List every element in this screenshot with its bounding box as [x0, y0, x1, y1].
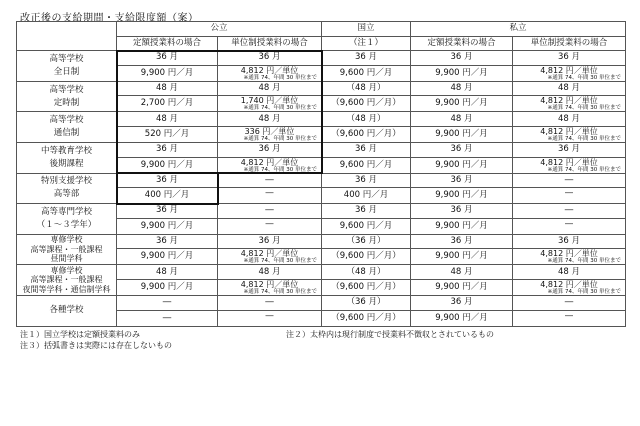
private-fixed-period: 36 月	[411, 173, 513, 188]
private-credit-amount	[513, 249, 626, 265]
school-type-course: 高等課程・一般課程	[30, 244, 103, 254]
school-type-name: 高等専門学校	[40, 206, 92, 217]
header-public-fixed: 定額授業料の場合	[117, 36, 218, 51]
public-credit-note	[218, 228, 321, 234]
public-credit-amount	[218, 188, 322, 204]
private-fixed-amount: 9,900 円／月	[411, 157, 513, 173]
table-row-period	[17, 295, 626, 310]
private-fixed-amount: 9,900 円／月	[411, 65, 513, 81]
private-credit-note: ※通算 74、年間 30 単位まで	[547, 166, 622, 173]
private-credit-rate: ―	[565, 188, 574, 198]
private-credit-amount	[513, 218, 626, 234]
header-public: 公立	[117, 22, 322, 37]
school-type-course: （１～３学年）	[36, 219, 97, 230]
school-type-course: 高等課程・一般課程	[30, 275, 103, 285]
public-fixed-period: 48 月	[117, 265, 218, 280]
private-credit-amount	[513, 188, 626, 204]
public-fixed-amount: 400 円／月	[117, 188, 218, 204]
private-fixed-amount: 9,900 円／月	[411, 218, 513, 234]
public-fixed-amount: ―	[117, 310, 218, 326]
national-period: 36 月	[322, 173, 411, 188]
public-fixed-amount: 9,900 円／月	[117, 279, 218, 295]
table-row-period	[17, 142, 626, 157]
national-amount: （9,600 円／月）	[322, 310, 411, 326]
public-credit-rate: 4,812 円／単位	[240, 249, 299, 259]
private-credit-note: ※通算 74、年間 30 単位まで	[547, 135, 622, 142]
public-credit-rate: ―	[265, 310, 274, 320]
national-period: （48 月）	[322, 112, 411, 127]
school-type-subcourse: 夜間等学科・通信制学科	[22, 284, 111, 294]
national-amount: 9,600 円／月	[322, 65, 411, 81]
private-credit-period: 48 月	[513, 112, 626, 127]
note-1: 注１）国立学校は定額授業料のみ	[20, 329, 140, 339]
public-fixed-period: 36 月	[117, 173, 218, 188]
public-fixed-amount: 9,900 円／月	[117, 65, 218, 81]
public-credit-amount	[218, 218, 322, 234]
national-amount: （9,600 円／月）	[322, 96, 411, 112]
public-credit-period: ―	[218, 204, 322, 219]
school-type-name: 特別支援学校	[40, 176, 92, 187]
public-credit-note: ※通算 74、年間 30 単位まで	[243, 74, 318, 81]
private-credit-note	[513, 320, 625, 326]
school-type-name: 高等学校	[49, 84, 84, 95]
public-fixed-amount: 9,900 円／月	[117, 218, 218, 234]
private-credit-period: 48 月	[513, 265, 626, 280]
public-credit-amount	[218, 157, 322, 173]
national-period: 36 月	[322, 204, 411, 219]
private-credit-amount	[513, 65, 626, 81]
private-credit-rate: 4,812 円／単位	[540, 157, 598, 167]
public-fixed-period: 48 月	[117, 81, 218, 96]
school-type-name: 各種学校	[49, 305, 84, 316]
school-type-course: 全日制	[53, 66, 80, 77]
header-national-note: （注１）	[322, 36, 411, 51]
private-fixed-period: 36 月	[411, 295, 513, 310]
school-type-name: 高等学校	[49, 115, 84, 126]
national-amount: （9,600 円／月）	[322, 126, 411, 142]
school-type-subcourse: 昼間学科	[50, 254, 83, 264]
public-credit-period: ―	[218, 173, 322, 188]
private-credit-note: ※通算 74、年間 30 単位まで	[547, 74, 622, 81]
private-fixed-amount: 9,900 円／月	[411, 310, 513, 326]
national-amount: （9,600 円／月）	[322, 279, 411, 295]
support-limit-table	[16, 21, 626, 327]
school-type-label	[17, 51, 117, 82]
public-credit-note: ※通算 74、年間 30 単位まで	[243, 258, 318, 265]
notes-right	[286, 329, 494, 340]
public-fixed-amount: 520 円／月	[117, 126, 218, 142]
private-fixed-period: 48 月	[411, 112, 513, 127]
private-credit-amount	[513, 96, 626, 112]
school-type-name: 専修学校	[50, 235, 83, 245]
private-fixed-amount: 9,900 円／月	[411, 96, 513, 112]
school-type-label	[17, 265, 117, 296]
school-type-label	[17, 81, 117, 112]
public-credit-rate: ―	[265, 188, 274, 198]
private-fixed-amount: 9,900 円／月	[411, 188, 513, 204]
school-type-label	[17, 295, 117, 326]
national-amount: 9,600 円／月	[322, 157, 411, 173]
header-national: 国立	[322, 22, 411, 37]
school-type-course: 後期課程	[49, 158, 84, 169]
public-credit-rate: ―	[265, 218, 274, 228]
private-credit-rate: 4,812 円／単位	[540, 249, 598, 259]
private-credit-amount	[513, 126, 626, 142]
public-credit-rate: 336 円／単位	[244, 126, 295, 136]
private-credit-rate: 4,812 円／単位	[540, 126, 598, 136]
private-fixed-amount: 9,900 円／月	[411, 279, 513, 295]
public-credit-rate: 4,812 円／単位	[240, 279, 299, 289]
private-credit-note: ※通算 74、年間 30 単位まで	[547, 288, 622, 295]
note-2: 注２）太枠内は現行制度で授業料不徴収とされているもの	[286, 329, 494, 339]
private-credit-note: ※通算 74、年間 30 単位まで	[547, 105, 622, 112]
public-fixed-period: 48 月	[117, 112, 218, 127]
public-credit-rate: 4,812 円／単位	[240, 157, 299, 167]
private-credit-amount	[513, 157, 626, 173]
private-fixed-period: 48 月	[411, 81, 513, 96]
public-credit-note: ※通算 74、年間 30 単位まで	[243, 166, 318, 173]
school-type-course: 高等部	[53, 189, 80, 200]
private-credit-rate: 4,812 円／単位	[540, 96, 598, 106]
public-credit-period: 36 月	[218, 51, 322, 66]
public-credit-amount	[218, 126, 322, 142]
header-public-credit: 単位制授業料の場合	[218, 36, 322, 51]
public-fixed-period: 36 月	[117, 142, 218, 157]
header-corner	[17, 22, 117, 51]
national-amount: 9,600 円／月	[322, 218, 411, 234]
school-type-label	[17, 112, 117, 143]
notes-left	[20, 329, 172, 351]
public-fixed-amount: 9,900 円／月	[117, 157, 218, 173]
header-private-credit: 単位制授業料の場合	[513, 36, 626, 51]
private-credit-note: ※通算 74、年間 30 単位まで	[547, 258, 622, 265]
public-credit-amount	[218, 96, 322, 112]
note-3: 注３）括弧書きは実際には存在しないもの	[20, 340, 172, 350]
public-fixed-period: 36 月	[117, 234, 218, 249]
private-fixed-period: 36 月	[411, 204, 513, 219]
private-credit-rate: 4,812 円／単位	[540, 279, 598, 289]
table-row-period	[17, 265, 626, 280]
school-type-course: 通信制	[53, 128, 80, 139]
document-title: 改正後の支給期間・支給限度額（案）	[20, 13, 199, 24]
table-row-period	[17, 81, 626, 96]
private-fixed-amount: 9,900 円／月	[411, 249, 513, 265]
national-period: 36 月	[322, 142, 411, 157]
private-credit-period: ―	[513, 173, 626, 188]
private-credit-note	[513, 197, 625, 203]
header-private-fixed: 定額授業料の場合	[411, 36, 513, 51]
public-credit-period: 48 月	[218, 81, 322, 96]
private-credit-rate: ―	[565, 218, 574, 228]
public-credit-amount	[218, 279, 322, 295]
public-credit-note: ※通算 74、年間 30 単位まで	[243, 105, 318, 112]
public-credit-note: ※通算 74、年間 30 単位まで	[243, 288, 318, 295]
national-amount: （9,600 円／月）	[322, 249, 411, 265]
private-fixed-amount: 9,900 円／月	[411, 126, 513, 142]
public-fixed-period: 36 月	[117, 51, 218, 66]
private-fixed-period: 36 月	[411, 51, 513, 66]
public-fixed-amount: 9,900 円／月	[117, 249, 218, 265]
public-fixed-period: ―	[117, 295, 218, 310]
private-fixed-period: 48 月	[411, 265, 513, 280]
public-credit-period: 36 月	[218, 142, 322, 157]
private-credit-amount	[513, 310, 626, 326]
table-row-period	[17, 112, 626, 127]
public-credit-rate: 1,740 円／単位	[240, 96, 299, 106]
table-row-period	[17, 51, 626, 66]
private-credit-amount	[513, 279, 626, 295]
public-credit-note	[218, 320, 321, 326]
school-type-course: 定時制	[53, 97, 80, 108]
national-period: （36 月）	[322, 234, 411, 249]
public-credit-period: 48 月	[218, 265, 322, 280]
school-type-label	[17, 204, 117, 235]
school-type-label	[17, 173, 117, 204]
public-credit-note	[218, 197, 321, 203]
private-fixed-period: 36 月	[411, 142, 513, 157]
private-credit-period: 36 月	[513, 51, 626, 66]
header-private: 私立	[411, 22, 626, 37]
public-credit-period: 48 月	[218, 112, 322, 127]
private-fixed-period: 36 月	[411, 234, 513, 249]
private-credit-period: 36 月	[513, 234, 626, 249]
national-period: （36 月）	[322, 295, 411, 310]
private-credit-period: ―	[513, 295, 626, 310]
public-credit-period: 36 月	[218, 234, 322, 249]
public-credit-period: ―	[218, 295, 322, 310]
school-type-name: 中等教育学校	[40, 145, 92, 156]
public-fixed-period: 36 月	[117, 204, 218, 219]
public-credit-rate: 4,812 円／単位	[240, 65, 299, 75]
school-type-name: 高等学校	[49, 53, 84, 64]
table-row-period	[17, 204, 626, 219]
private-credit-period: 48 月	[513, 81, 626, 96]
public-credit-note: ※通算 74、年間 30 単位まで	[243, 135, 318, 142]
public-credit-amount	[218, 310, 322, 326]
school-type-label	[17, 234, 117, 265]
private-credit-rate: 4,812 円／単位	[540, 65, 598, 75]
public-credit-amount	[218, 249, 322, 265]
national-period: （48 月）	[322, 81, 411, 96]
table-row-period	[17, 234, 626, 249]
private-credit-period: 36 月	[513, 142, 626, 157]
national-period: 36 月	[322, 51, 411, 66]
private-credit-rate: ―	[565, 310, 574, 320]
table-row-period	[17, 173, 626, 188]
school-type-name: 専修学校	[50, 265, 83, 275]
private-credit-note	[513, 228, 625, 234]
public-credit-amount	[218, 65, 322, 81]
school-type-label	[17, 142, 117, 173]
public-fixed-amount: 2,700 円／月	[117, 96, 218, 112]
national-period: （48 月）	[322, 265, 411, 280]
national-amount: 400 円／月	[322, 188, 411, 204]
private-credit-period: ―	[513, 204, 626, 219]
